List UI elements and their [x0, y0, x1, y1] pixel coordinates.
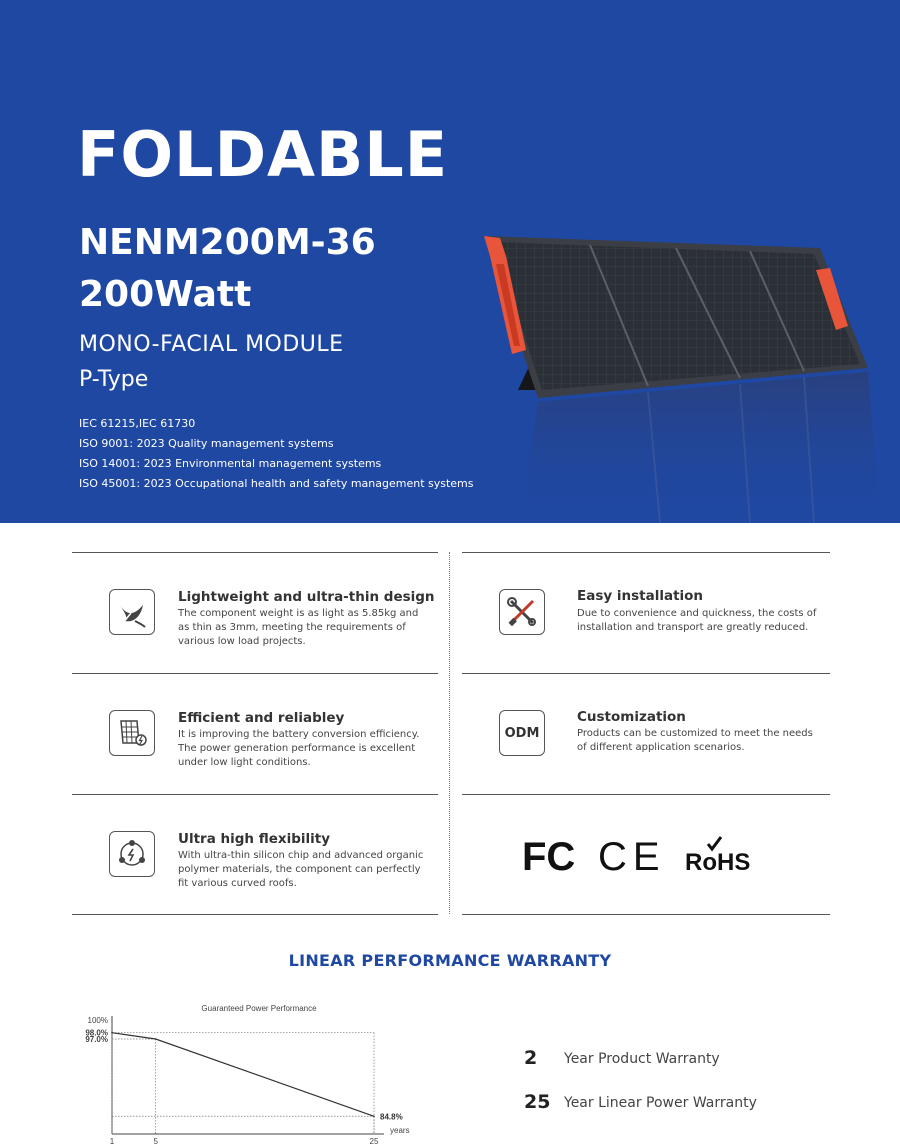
divider — [72, 673, 438, 674]
divider — [72, 914, 438, 915]
feature-title: Customization — [577, 709, 686, 725]
data-point — [373, 1115, 375, 1117]
divider — [462, 914, 830, 915]
divider — [462, 673, 830, 674]
x-tick-label: 1 — [109, 1137, 115, 1146]
cert-list — [79, 414, 474, 494]
feature-desc: It is improving the battery conversion efficiency. The power generation performance is excellent under low light conditions. — [178, 729, 420, 768]
data-point — [111, 1032, 113, 1034]
feature-title: Efficient and reliabley — [178, 710, 345, 726]
rohs-logo — [685, 837, 750, 876]
divider — [72, 794, 438, 795]
divider — [462, 552, 830, 553]
solar-panel-icon — [109, 710, 155, 756]
chart-series — [111, 1032, 375, 1117]
tools-icon — [499, 589, 545, 635]
warranty-years: 2 — [524, 1047, 538, 1069]
x-axis-label: years — [390, 1126, 410, 1135]
x-tick-label: 5 — [153, 1137, 158, 1146]
svg-text:CE: CE — [598, 835, 666, 878]
series-line — [112, 1033, 374, 1117]
feature-divider — [449, 552, 450, 914]
svg-text:RoHS: RoHS — [685, 849, 751, 876]
feature-desc: With ultra-thin silicon chip and advanced organic polymer materials, the component can perfectly fit various curved roofs. — [178, 850, 424, 889]
feather-icon — [109, 589, 155, 635]
power-performance-chart — [70, 1000, 420, 1147]
fc-logo — [522, 835, 575, 878]
warranty-label: Year Linear Power Warranty — [564, 1095, 757, 1111]
divider — [462, 794, 830, 795]
chart-svg — [70, 1000, 420, 1147]
ce-logo — [598, 835, 666, 878]
chart-guides — [112, 1033, 374, 1134]
data-point — [155, 1038, 157, 1040]
x-tick-label: 25 — [369, 1137, 379, 1146]
data-label: 84.8% — [380, 1112, 403, 1122]
certification-logos — [522, 834, 762, 882]
warranty-title: LINEAR PERFORMANCE WARRANTY — [288, 951, 612, 970]
warranty-label: Year Product Warranty — [564, 1051, 720, 1067]
svg-text:FC: FC — [522, 835, 576, 878]
chart-title: Guaranteed Power Performance — [201, 1004, 317, 1013]
y-tick-label: 97.0% — [85, 1035, 108, 1044]
cert-item: ISO 45001: 2023 Occupational health and safety management systems — [79, 477, 474, 490]
hero-brand-title: FOLDABLE — [77, 118, 449, 191]
feature-desc: Products can be customized to meet the needs of different application scenarios. — [577, 728, 813, 753]
odm-icon: ODM — [499, 710, 545, 756]
cell-type: P-Type — [79, 367, 149, 392]
solar-panel-image — [480, 230, 880, 523]
feature-desc: Due to convenience and quickness, the costs of installation and transport are greatly reduced. — [577, 608, 817, 633]
feature-title: Easy installation — [577, 588, 704, 604]
cert-item: ISO 9001: 2023 Quality management systems — [79, 437, 334, 450]
y-tick-label: 98.0% — [85, 1028, 108, 1038]
flexibility-icon — [109, 831, 155, 877]
divider — [72, 552, 438, 553]
module-type: MONO-FACIAL MODULE — [79, 332, 344, 357]
feature-desc: The component weight is as light as 5.85kg and as thin as 3mm, meeting the requirements of various low load projects. — [178, 608, 419, 647]
model-number: NENM200M-36 — [79, 222, 376, 263]
wattage: 200Watt — [79, 274, 252, 315]
hero-banner — [0, 0, 900, 523]
feature-title: Ultra high flexibility — [178, 831, 331, 847]
warranty-years: 25 — [524, 1091, 551, 1113]
cert-item: ISO 14001: 2023 Environmental management systems — [79, 457, 382, 470]
feature-title: Lightweight and ultra-thin design — [178, 589, 435, 605]
cert-item: IEC 61215,IEC 61730 — [79, 417, 196, 430]
y-tick-label: 100% — [87, 1016, 108, 1025]
